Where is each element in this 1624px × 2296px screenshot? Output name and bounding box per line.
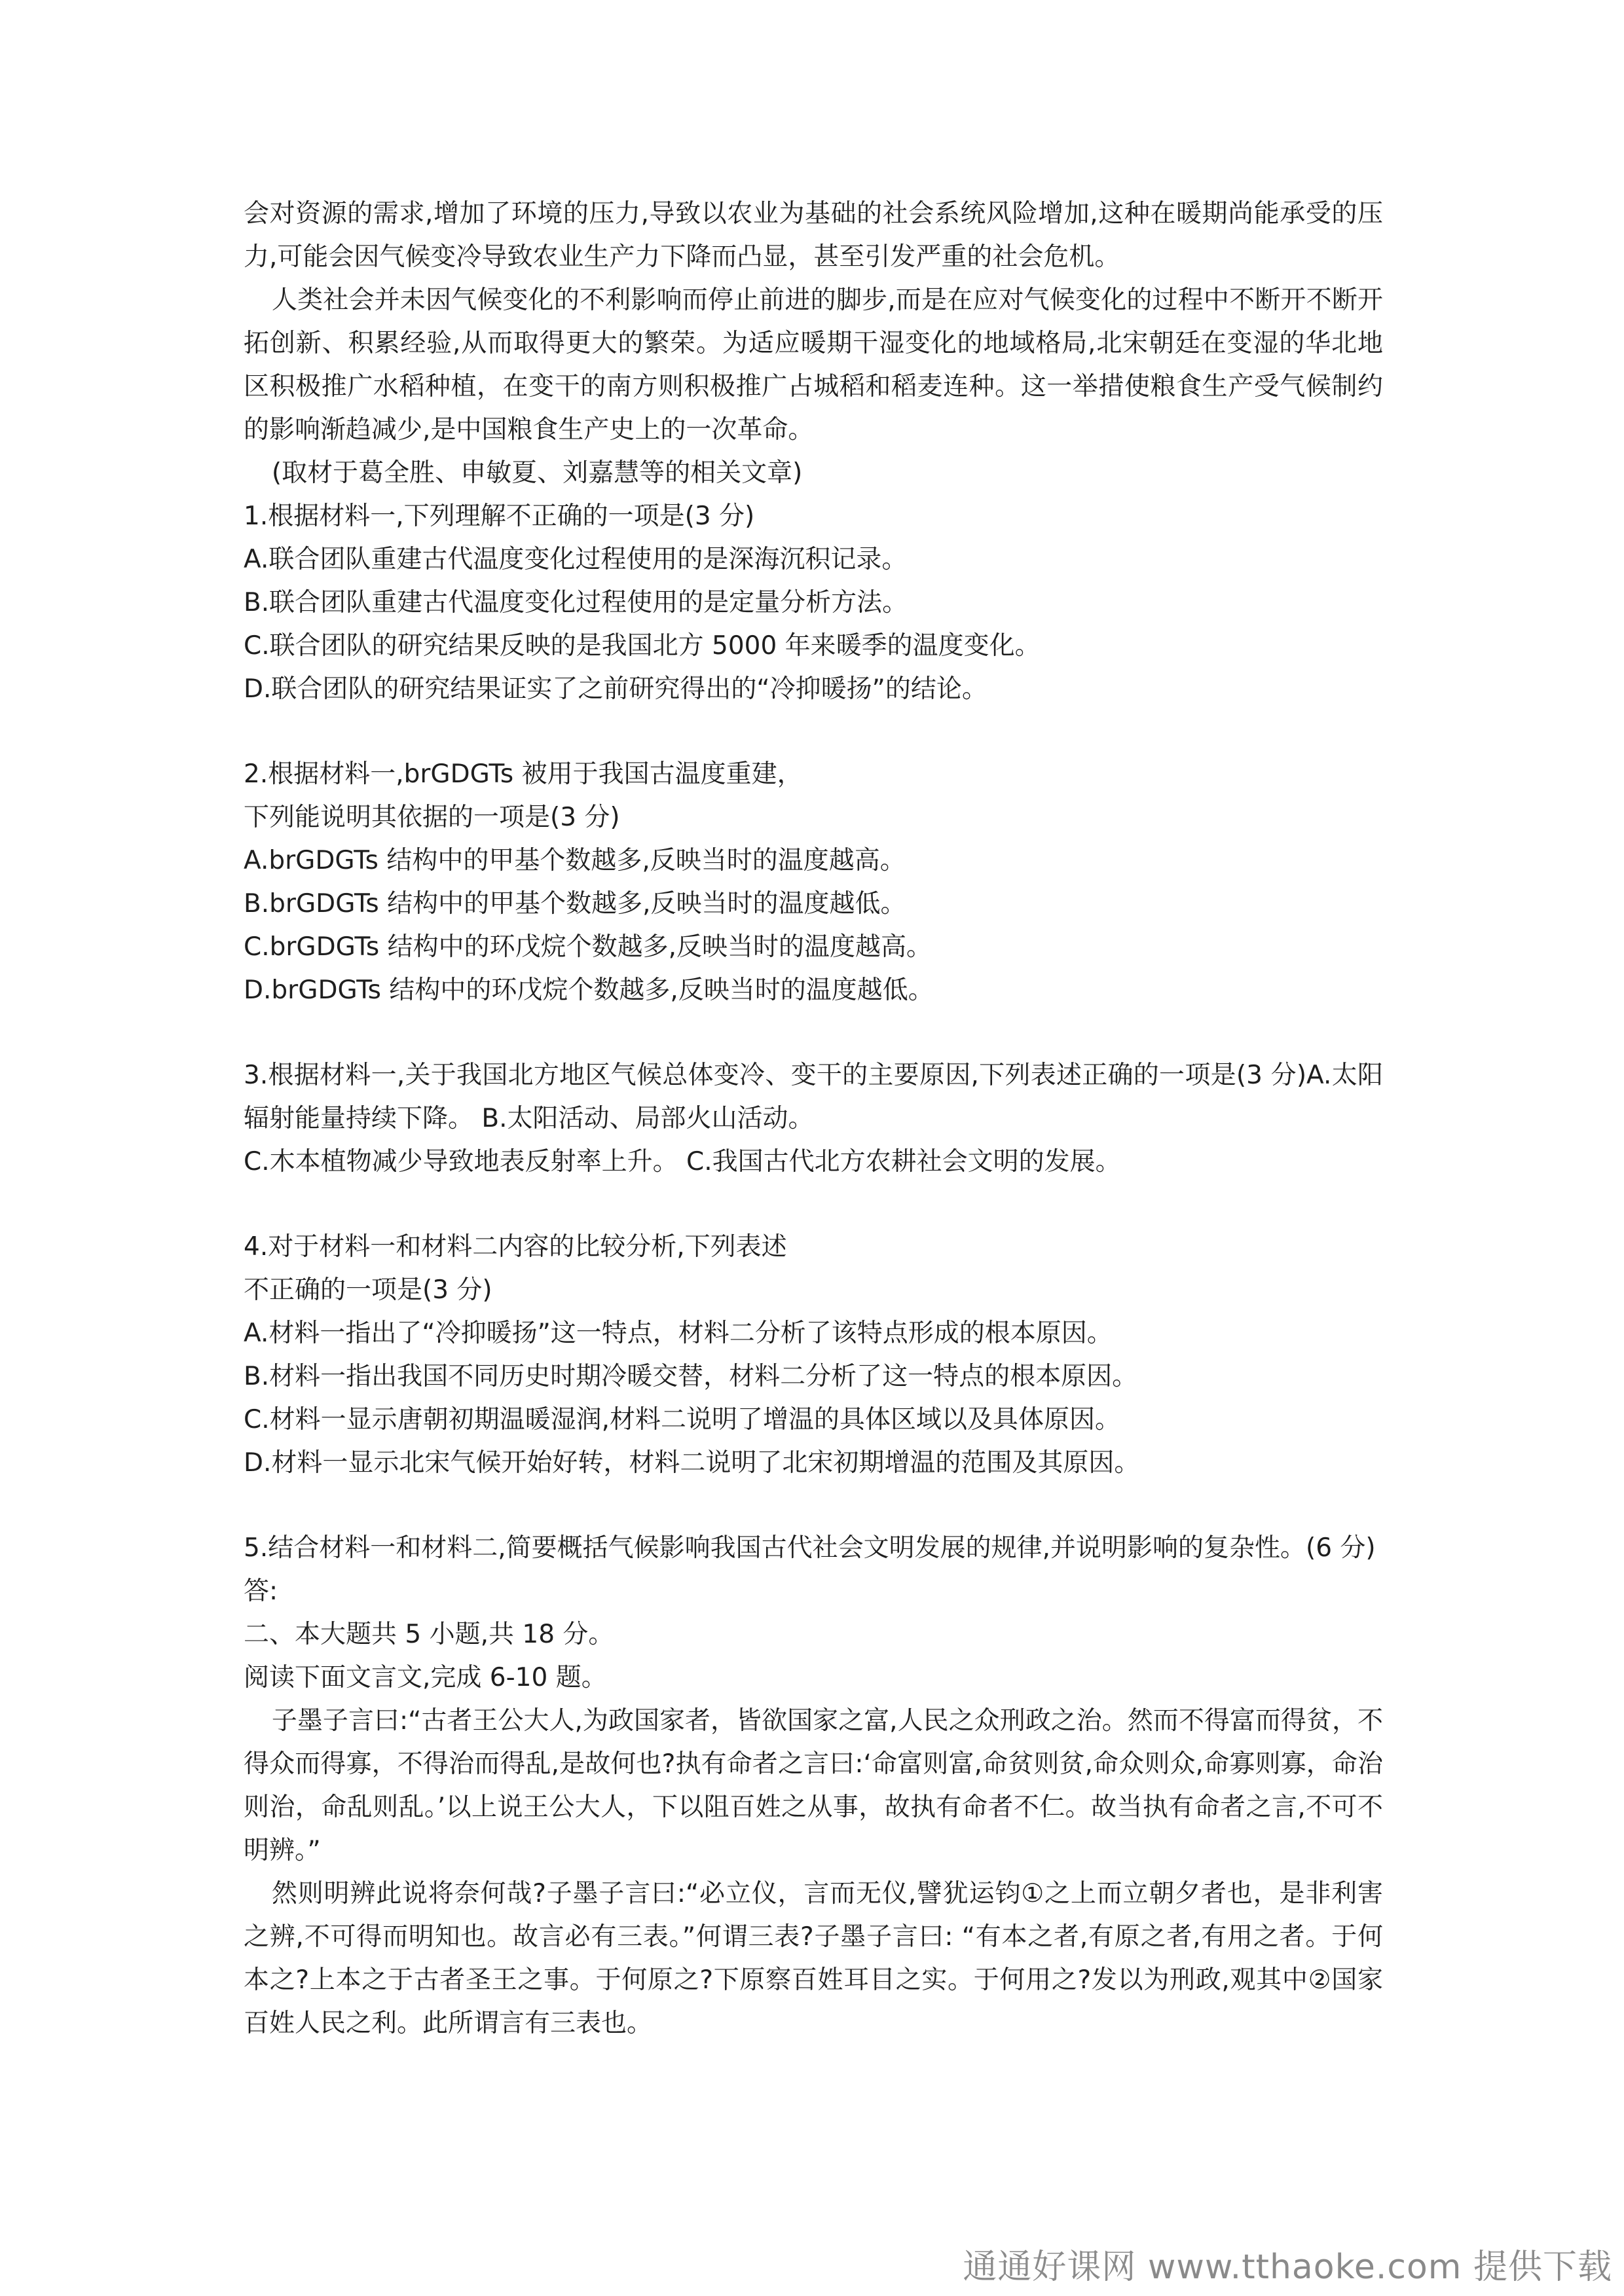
intro-paragraph-1: 会对资源的需求,增加了环境的压力,导致以农业为基础的社会系统风险增加,这种在暖期尚能承受的压力,可能会因气候变冷导致农业生产力下降而凸显，甚至引发严重的社会危机。 (244, 199, 1383, 272)
classical-paragraph-2: 然则明辨此说将奈何哉?子墨子言曰:“必立仪，言而无仪,譬犹运钧①之上而立朝夕者也，是非利害之辨,不可得而明知也。故言必有三表。”何谓三表?子墨子言曰: “有本之者,有原之者,有用之者。于何本之?上本之于古者圣王之事。于何原之?下原察百姓耳目之实。于何用之?发以为刑政,观其中②国家百姓人民之利。此所谓言有三表也。 (244, 1879, 1383, 2038)
q1-option-c: C.联合团队的研究结果反映的是我国北方 5000 年来暖季的温度变化。 (244, 631, 1041, 661)
classical-paragraph-1: 子墨子言曰:“古者王公大人,为政国家者，皆欲国家之富,人民之众刑政之治。然而不得富而得贫，不得众而得寡，不得治而得乱,是故何也?执有命者之言曰:‘命富则富,命贫则贫,命众则众,命寡则寡，命治则治，命乱则乱。’以上说王公大人，下以阻百姓之从事，故执有命者不仁。故当执有命者之言,不可不明辨。” (244, 1706, 1383, 1865)
q3-options-cd: C.木本植物减少导致地表反射率上升。 C.我国古代北方农耕社会文明的发展。 (244, 1147, 1121, 1176)
source-note: (取材于葛全胜、申敏夏、刘嘉慧等的相关文章) (271, 458, 803, 488)
q2-option-c: C.brGDGTs 结构中的环戊烷个数越多,反映当时的温度越高。 (244, 932, 932, 962)
q4-option-a: A.材料一指出了“冷抑暖扬”这一特点，材料二分析了该特点形成的根本原因。 (244, 1319, 1113, 1348)
q3-stem: 3.根据材料一,关于我国北方地区气候总体变冷、变干的主要原因,下列表述正确的一项是(3 分)A.太阳辐射能量持续下降。 B.太阳活动、局部火山活动。 (244, 1061, 1383, 1133)
q1-option-b: B.联合团队重建古代温度变化过程使用的是定量分析方法。 (244, 588, 908, 617)
q4-option-c: C.材料一显示唐朝初期温暖湿润,材料二说明了增温的具体区域以及具体原因。 (244, 1405, 1121, 1434)
intro-paragraph-2: 人类社会并未因气候变化的不利影响而停止前进的脚步,而是在应对气候变化的过程中不断开不断开拓创新、积累经验,从而取得更大的繁荣。为适应暖期干湿变化的地域格局,北宋朝廷在变湿的华北地区积极推广水稻种植，在变干的南方则积极推广占城稻和稻麦连种。这一举措使粮食生产受气候制约的影响渐趋减少,是中国粮食生产史上的一次革命。 (244, 285, 1383, 445)
q2-option-b: B.brGDGTs 结构中的甲基个数越多,反映当时的温度越低。 (244, 889, 906, 919)
q2-stem-line1: 2.根据材料一,brGDGTs 被用于我国古温度重建， (244, 759, 803, 789)
q1-option-d: D.联合团队的研究结果证实了之前研究得出的“冷抑暖扬”的结论。 (244, 674, 987, 704)
q2-option-d: D.brGDGTs 结构中的环戊烷个数越多,反映当时的温度越低。 (244, 975, 934, 1005)
q4-stem-line1: 4.对于材料一和材料二内容的比较分析,下列表述 (244, 1232, 787, 1262)
spacer (244, 1012, 1383, 1054)
q4-stem-line2: 不正确的一项是(3 分) (244, 1275, 492, 1305)
q1-stem: 1.根据材料一,下列理解不正确的一项是(3 分) (244, 501, 755, 531)
exam-page (244, 192, 1383, 2045)
q2-option-a: A.brGDGTs 结构中的甲基个数越多,反映当时的温度越高。 (244, 846, 906, 875)
q5-answer-label: 答: (244, 1576, 278, 1606)
spacer (244, 711, 1383, 753)
q1-option-a: A.联合团队重建古代温度变化过程使用的是深海沉积记录。 (244, 545, 908, 574)
q4-option-d: D.材料一显示北宋气候开始好转，材料二说明了北宋初期增温的范围及其原因。 (244, 1448, 1140, 1478)
spacer (244, 1485, 1383, 1527)
section2-instruction: 阅读下面文言文,完成 6-10 题。 (244, 1663, 607, 1692)
q4-option-b: B.材料一指出我国不同历史时期冷暖交替，材料二分析了这一特点的根本原因。 (244, 1362, 1138, 1391)
section2-heading: 二、本大题共 5 小题,共 18 分。 (244, 1620, 614, 1649)
q5-stem: 5.结合材料一和材料二,简要概括气候影响我国古代社会文明发展的规律,并说明影响的复杂性。(6 分) (244, 1533, 1376, 1563)
q2-stem-line2: 下列能说明其依据的一项是(3 分) (244, 803, 620, 832)
spacer (244, 1184, 1383, 1226)
site-watermark: 通通好课网 www.tthaoke.com 提供下载 (963, 2248, 1612, 2287)
